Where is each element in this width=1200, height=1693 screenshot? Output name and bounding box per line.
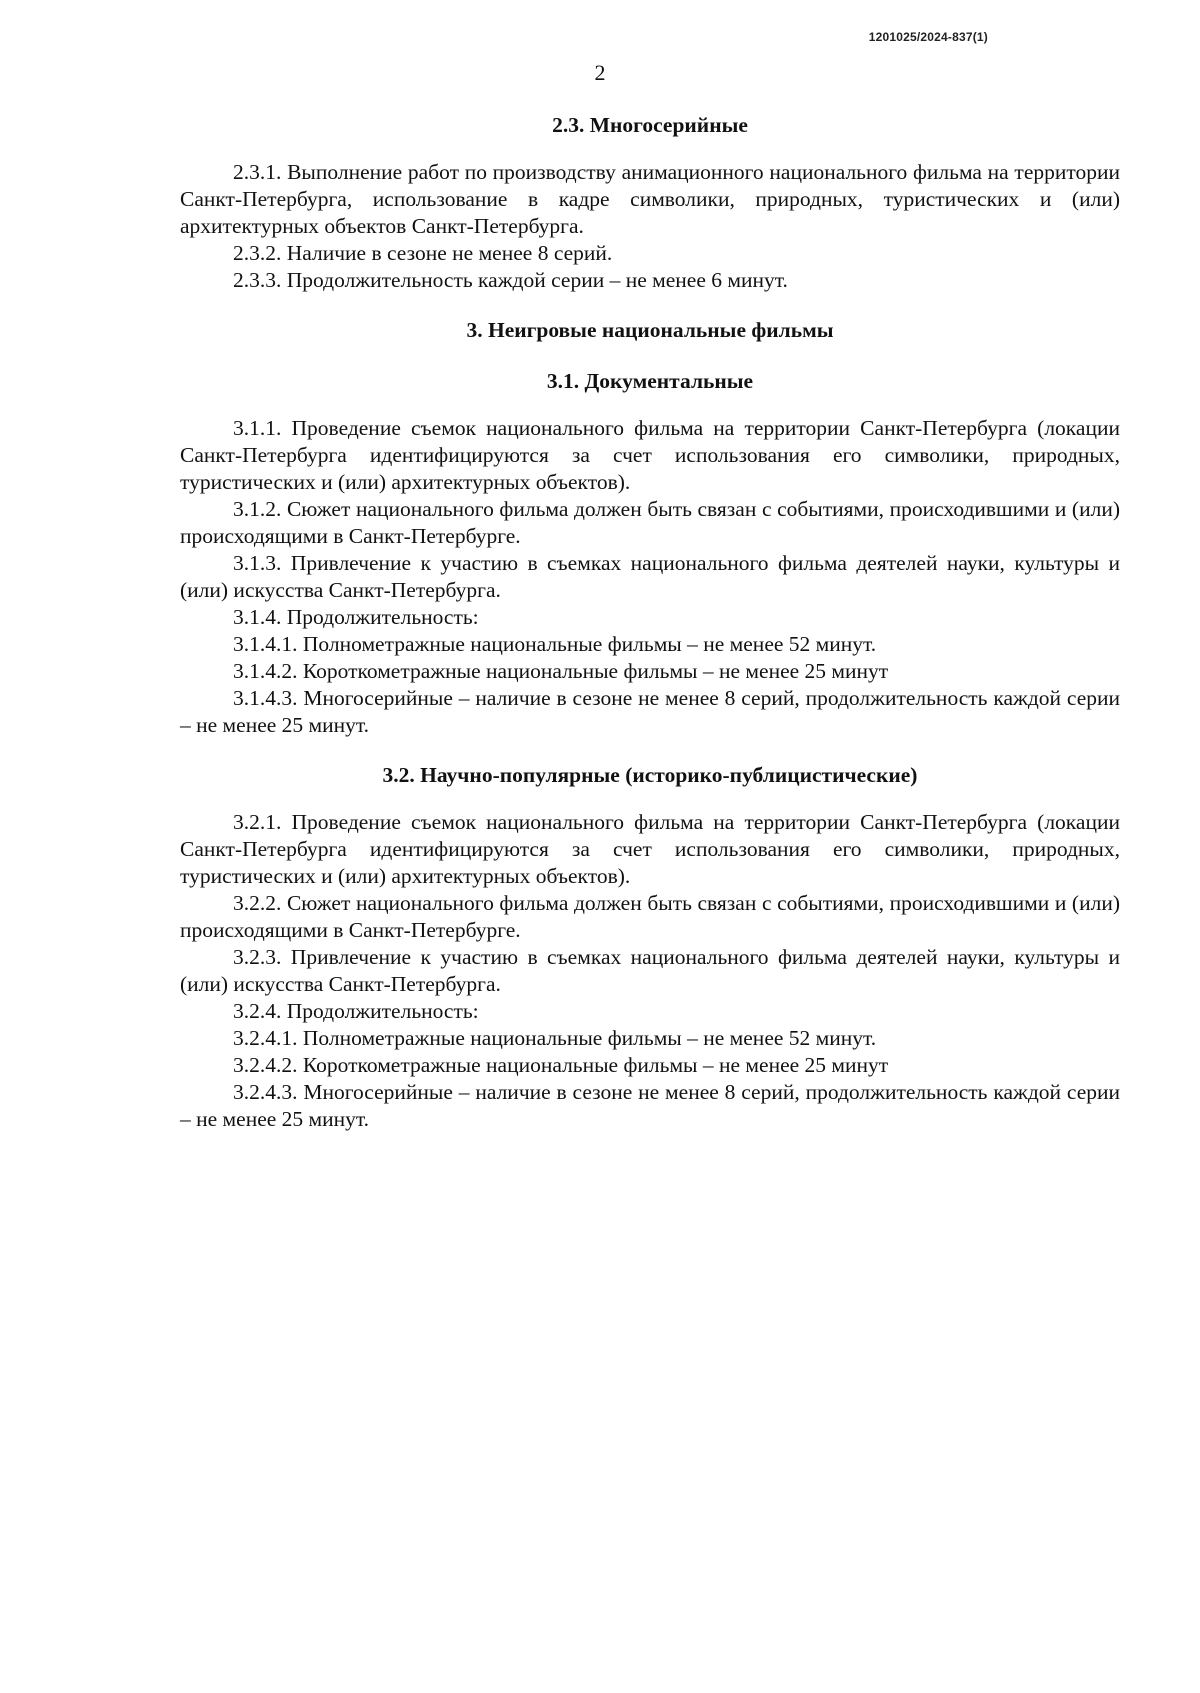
page-number: 2 bbox=[594, 60, 606, 85]
paragraph-3-1-1: 3.1.1. Проведение съемок национального фильма на территории Санкт-Петербурга (локации Санкт-Петербурга идентифицируются за счет использования его символики, природных, туристических и (или) архитектурных объектов). bbox=[180, 416, 1120, 494]
paragraph-2-3-1: 2.3.1. Выполнение работ по производству анимационного национального фильма на территории Санкт-Петербурга, использование в кадре символики, природных, туристических и (или) архитектурных объектов Санкт-Петербурга. bbox=[180, 160, 1120, 238]
section-heading-2-3: 2.3. Многосерийные bbox=[552, 113, 748, 137]
paragraph-3-1-2: 3.1.2. Сюжет национального фильма должен быть связан с событиями, происходившими и (или) происходящими в Санкт-Петербурге. bbox=[180, 497, 1120, 548]
paragraph-2-3-3: 2.3.3. Продолжительность каждой серии – не менее 6 минут. bbox=[233, 268, 788, 292]
paragraph-3-2-3: 3.2.3. Привлечение к участию в съемках национального фильма деятелей науки, культуры и (или) искусства Санкт-Петербурга. bbox=[180, 945, 1120, 996]
paragraph-2-3-2: 2.3.2. Наличие в сезоне не менее 8 серий. bbox=[233, 241, 613, 265]
paragraph-3-2-4-2: 3.2.4.2. Короткометражные национальные фильмы – не менее 25 минут bbox=[233, 1053, 889, 1077]
paragraph-3-2-4: 3.2.4. Продолжительность: bbox=[233, 999, 479, 1023]
paragraph-3-2-2: 3.2.2. Сюжет национального фильма должен быть связан с событиями, происходившими и (или) происходящими в Санкт-Петербурге. bbox=[180, 891, 1120, 942]
document-body bbox=[180, 112, 1120, 1133]
document-number: 1201025/2024-837(1) bbox=[868, 30, 988, 44]
paragraph-3-1-4: 3.1.4. Продолжительность: bbox=[233, 605, 479, 629]
section-heading-3-2: 3.2. Научно-популярные (историко-публицистические) bbox=[382, 763, 918, 787]
paragraph-3-1-4-2: 3.1.4.2. Короткометражные национальные фильмы – не менее 25 минут bbox=[233, 659, 889, 683]
paragraph-3-1-3: 3.1.3. Привлечение к участию в съемках национального фильма деятелей науки, культуры и (или) искусства Санкт-Петербурга. bbox=[180, 551, 1120, 602]
paragraph-3-2-4-1: 3.2.4.1. Полнометражные национальные фильмы – не менее 52 минут. bbox=[233, 1026, 877, 1050]
paragraph-3-2-4-3: 3.2.4.3. Многосерийные – наличие в сезоне не менее 8 серий, продолжительность каждой серии – не менее 25 минут. bbox=[180, 1080, 1120, 1131]
paragraph-3-2-1: 3.2.1. Проведение съемок национального фильма на территории Санкт-Петербурга (локации Санкт-Петербурга идентифицируются за счет использования его символики, природных, туристических и (или) архитектурных объектов). bbox=[180, 810, 1120, 888]
section-heading-3-1: 3.1. Документальные bbox=[546, 369, 754, 393]
paragraph-3-1-4-3: 3.1.4.3. Многосерийные – наличие в сезоне не менее 8 серий, продолжительность каждой серии – не менее 25 минут. bbox=[180, 686, 1120, 737]
paragraph-3-1-4-1: 3.1.4.1. Полнометражные национальные фильмы – не менее 52 минут. bbox=[233, 632, 877, 656]
section-heading-3: 3. Неигровые национальные фильмы bbox=[466, 318, 834, 342]
